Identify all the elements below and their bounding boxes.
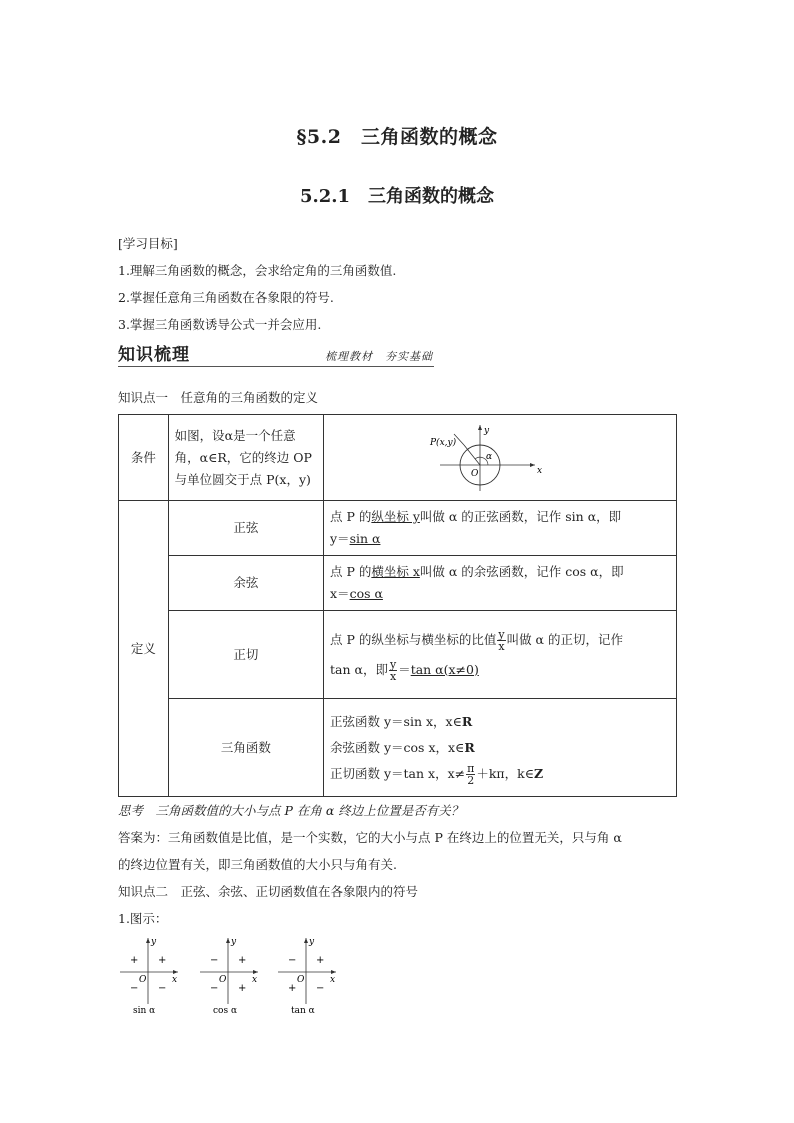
tangent-definition [324, 611, 677, 699]
trig-line-1: 正弦函数 y＝sin x，x∈ [330, 713, 462, 729]
q3-sign: − [210, 983, 219, 994]
trig-name: 三角函数 [168, 699, 323, 797]
point-label: P(x,y) [430, 437, 457, 448]
tangent-underline: tan α(x≠0) [410, 661, 479, 677]
cosine-underline-2: cos α [349, 586, 383, 601]
q4-sign: − [158, 983, 167, 994]
knowledge-point-1-title: 知识点一 任意角的三角函数的定义 [118, 390, 319, 405]
condition-label: 条件 [119, 415, 169, 501]
definition-label: 定义 [119, 501, 169, 797]
sine-underline-1: 纵坐标 y [371, 509, 420, 524]
knowledge-point-2-title: 知识点二 正弦、余弦、正切函数值在各象限内的符号 [118, 884, 419, 899]
think-answer-line-2: 的终边位置有关，即三角函数值的大小只与角有关. [118, 857, 397, 872]
x-label: x [252, 975, 258, 985]
condition-text: 如图，设α是一个任意角，α∈R，它的终边 OP 与单位圆交于点 P(x，y) [168, 415, 323, 501]
frac-numerator: y [498, 627, 505, 641]
cosine-definition [324, 556, 677, 611]
q1-sign: + [316, 955, 325, 966]
sine-definition [324, 501, 677, 556]
objective-item-2: 2.掌握任意角三角函数在各象限的符号. [118, 290, 334, 305]
cosine-text-1: 点 P 的 [330, 564, 372, 579]
sin-caption: sin α [133, 1006, 156, 1016]
origin-label: O [297, 975, 305, 985]
banner-divider [118, 366, 434, 367]
pi-fraction [466, 763, 475, 786]
y-label: y [309, 937, 315, 947]
pi-denominator: 2 [467, 773, 475, 787]
cosine-name: 余弦 [168, 556, 323, 611]
tan-sign-chart [278, 937, 336, 1016]
cos-caption: cos α [213, 1006, 238, 1016]
objective-item-1: 1.理解三角函数的概念，会求给定角的三角函数值. [118, 263, 397, 278]
q4-sign: + [238, 983, 247, 994]
banner-title: 知识梳理 [118, 345, 190, 365]
origin-label: O [139, 975, 147, 985]
q2-sign: − [288, 955, 297, 966]
set-R-1: R [461, 713, 473, 729]
q1-sign: + [238, 955, 247, 966]
sine-name: 正弦 [168, 501, 323, 556]
tangent-text-2: 叫做 α 的正切，记作 [506, 631, 623, 647]
q2-sign: − [210, 955, 219, 966]
y-label: y [231, 937, 237, 947]
set-R-2: R [464, 739, 475, 755]
frac-denominator: x [498, 639, 505, 653]
trig-line-2: 余弦函数 y＝cos x，x∈ [330, 739, 465, 755]
think-question: 思考 三角函数值的大小与点 P 在角 α 终边上位置是否有关？ [118, 803, 464, 818]
tan-caption: tan α [291, 1006, 315, 1016]
tangent-text-3: tan α，即 [330, 661, 388, 677]
sin-sign-chart [120, 937, 178, 1016]
y-axis-label: y [484, 425, 490, 436]
q3-sign: + [288, 983, 297, 994]
objectives-label: [学习目标] [118, 236, 178, 251]
tangent-name: 正切 [168, 611, 323, 699]
definition-table [118, 414, 677, 797]
trig-line-3b: ＋kπ，k∈ [476, 765, 534, 781]
section-title: §5.2 三角函数的概念 [296, 126, 498, 148]
tangent-fraction-1 [497, 629, 505, 652]
tangent-text-1: 点 P 的纵坐标与横坐标的比值 [330, 631, 497, 647]
trig-line-3a: 正切函数 y＝tan x，x≠ [330, 765, 466, 781]
pi-numerator: π [467, 761, 475, 775]
x-axis-label: x [537, 465, 543, 476]
origin-label: O [471, 468, 479, 479]
sine-text-1: 点 P 的 [330, 509, 372, 524]
frac-denominator: x [389, 669, 397, 683]
tangent-fraction-2 [389, 659, 397, 682]
figure-label: 1.图示： [118, 911, 168, 926]
frac-numerator: y [389, 657, 397, 671]
sine-text-3: y＝ [330, 531, 350, 546]
q4-sign: − [316, 983, 325, 994]
q1-sign: + [158, 955, 167, 966]
trig-definition [324, 699, 677, 797]
tangent-text-4: ＝ [398, 661, 411, 677]
subsection-title: 5.2.1 三角函数的概念 [299, 186, 495, 207]
cosine-underline-1: 横坐标 x [371, 564, 420, 579]
cosine-text-3: x＝ [330, 586, 350, 601]
cosine-text-2: 叫做 α 的余弦函数，记作 cos α，即 [419, 564, 624, 579]
banner-subtitle: 梳理教材 夯实基础 [325, 350, 433, 363]
x-label: x [172, 975, 178, 985]
origin-label: O [219, 975, 227, 985]
q3-sign: − [130, 983, 139, 994]
sign-figures [118, 932, 348, 1016]
sine-underline-2: sin α [349, 531, 381, 546]
alpha-label: α [486, 451, 493, 462]
think-answer-line-1: 答案为：三角函数值是比值，是一个实数，它的大小与点 P 在终边上的位置无关，只与角 α [118, 830, 622, 845]
objective-item-3: 3.掌握三角函数诱导公式一并会应用. [118, 317, 322, 332]
set-Z: Z [533, 765, 544, 781]
y-label: y [151, 937, 157, 947]
cos-sign-chart [200, 937, 258, 1016]
unit-circle-cell [324, 415, 677, 501]
q2-sign: + [130, 955, 139, 966]
x-label: x [330, 975, 336, 985]
unit-circle-diagram [330, 423, 670, 493]
sine-text-2: 叫做 α 的正弦函数，记作 sin α，即 [419, 509, 622, 524]
